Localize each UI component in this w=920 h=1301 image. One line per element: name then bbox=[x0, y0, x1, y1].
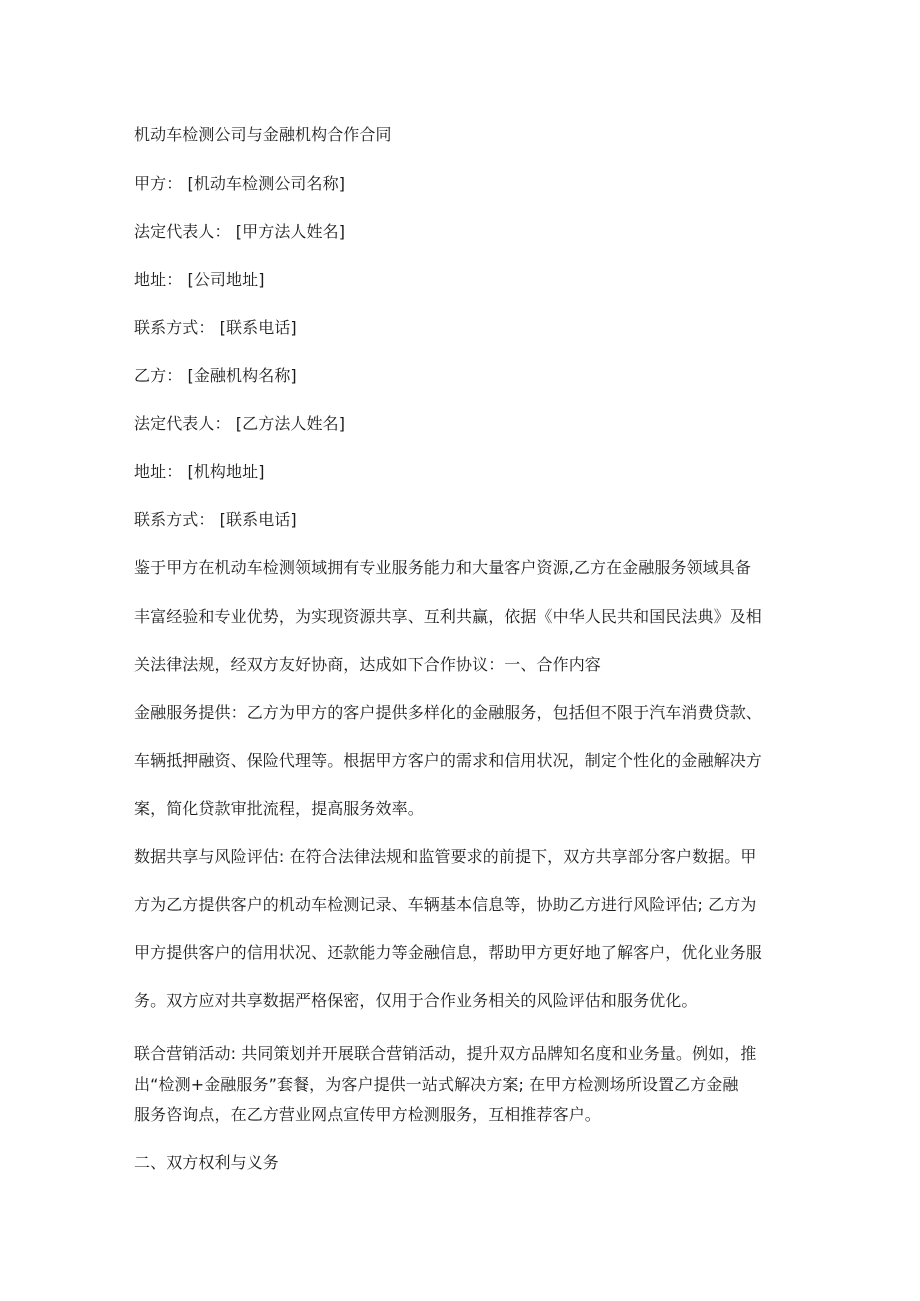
party-b-contact: 联系方式： [联系电话] bbox=[134, 510, 297, 529]
preamble-line: 关法律法规，经双方友好协商，达成如下合作协议：一、合作内容 bbox=[134, 655, 601, 674]
data-sharing-line: 甲方提供客户的信用状况、还款能力等金融信息，帮助甲方更好地了解客户，优化业务服 bbox=[134, 943, 762, 962]
preamble-line: 丰富经验和专业优势，为实现资源共享、互利共赢，依据《中华人民共和国民法典》及相 bbox=[134, 607, 762, 626]
party-a-name: 甲方： [机动车检测公司名称] bbox=[134, 174, 346, 193]
joint-marketing-line: 联合营销活动: 共同策划并开展联合营销活动，提升双方品牌知名度和业务量。例如，推 bbox=[134, 1044, 757, 1063]
party-a-contact: 联系方式： [联系电话] bbox=[134, 318, 297, 337]
financial-services-line: 车辆抵押融资、保险代理等。根据甲方客户的需求和信用状况，制定个性化的金融解决方 bbox=[134, 751, 762, 770]
data-sharing-line: 数据共享与风险评估: 在符合法律法规和监管要求的前提下，双方共享部分客户数据。甲 bbox=[134, 847, 757, 866]
data-sharing-line: 务。双方应对共享数据严格保密，仅用于合作业务相关的风险评估和服务优化。 bbox=[134, 991, 698, 1010]
data-sharing-line: 方为乙方提供客户的机动车检测记录、车辆基本信息等，协助乙方进行风险评估; 乙方为 bbox=[134, 895, 757, 914]
party-b-address: 地址： [机构地址] bbox=[134, 462, 265, 481]
financial-services-line: 案，简化贷款审批流程，提高服务效率。 bbox=[134, 799, 424, 818]
party-b-representative: 法定代表人： [乙方法人姓名] bbox=[134, 414, 346, 433]
preamble-line: 鉴于甲方在机动车检测领域拥有专业服务能力和大量客户资源,乙方在金融服务领域具备 bbox=[134, 558, 751, 577]
document-title: 机动车检测公司与金融机构合作合同 bbox=[134, 125, 392, 144]
financial-services-line: 金融服务提供：乙方为甲方的客户提供多样化的金融服务，包括但不限于汽车消费贷款、 bbox=[134, 703, 762, 722]
joint-marketing-line: 服务咨询点，在乙方营业网点宣传甲方检测服务，互相推荐客户。 bbox=[134, 1105, 601, 1124]
party-a-address: 地址： [公司地址] bbox=[134, 270, 265, 289]
party-b-name: 乙方： [金融机构名称] bbox=[134, 366, 297, 385]
joint-marketing-line: 出“检测+金融服务”套餐，为客户提供一站式解决方案; 在甲方检测场所设置乙方金融 bbox=[134, 1075, 739, 1094]
party-a-representative: 法定代表人： [甲方法人姓名] bbox=[134, 222, 346, 241]
section-two-heading: 二、双方权利与义务 bbox=[134, 1153, 279, 1172]
